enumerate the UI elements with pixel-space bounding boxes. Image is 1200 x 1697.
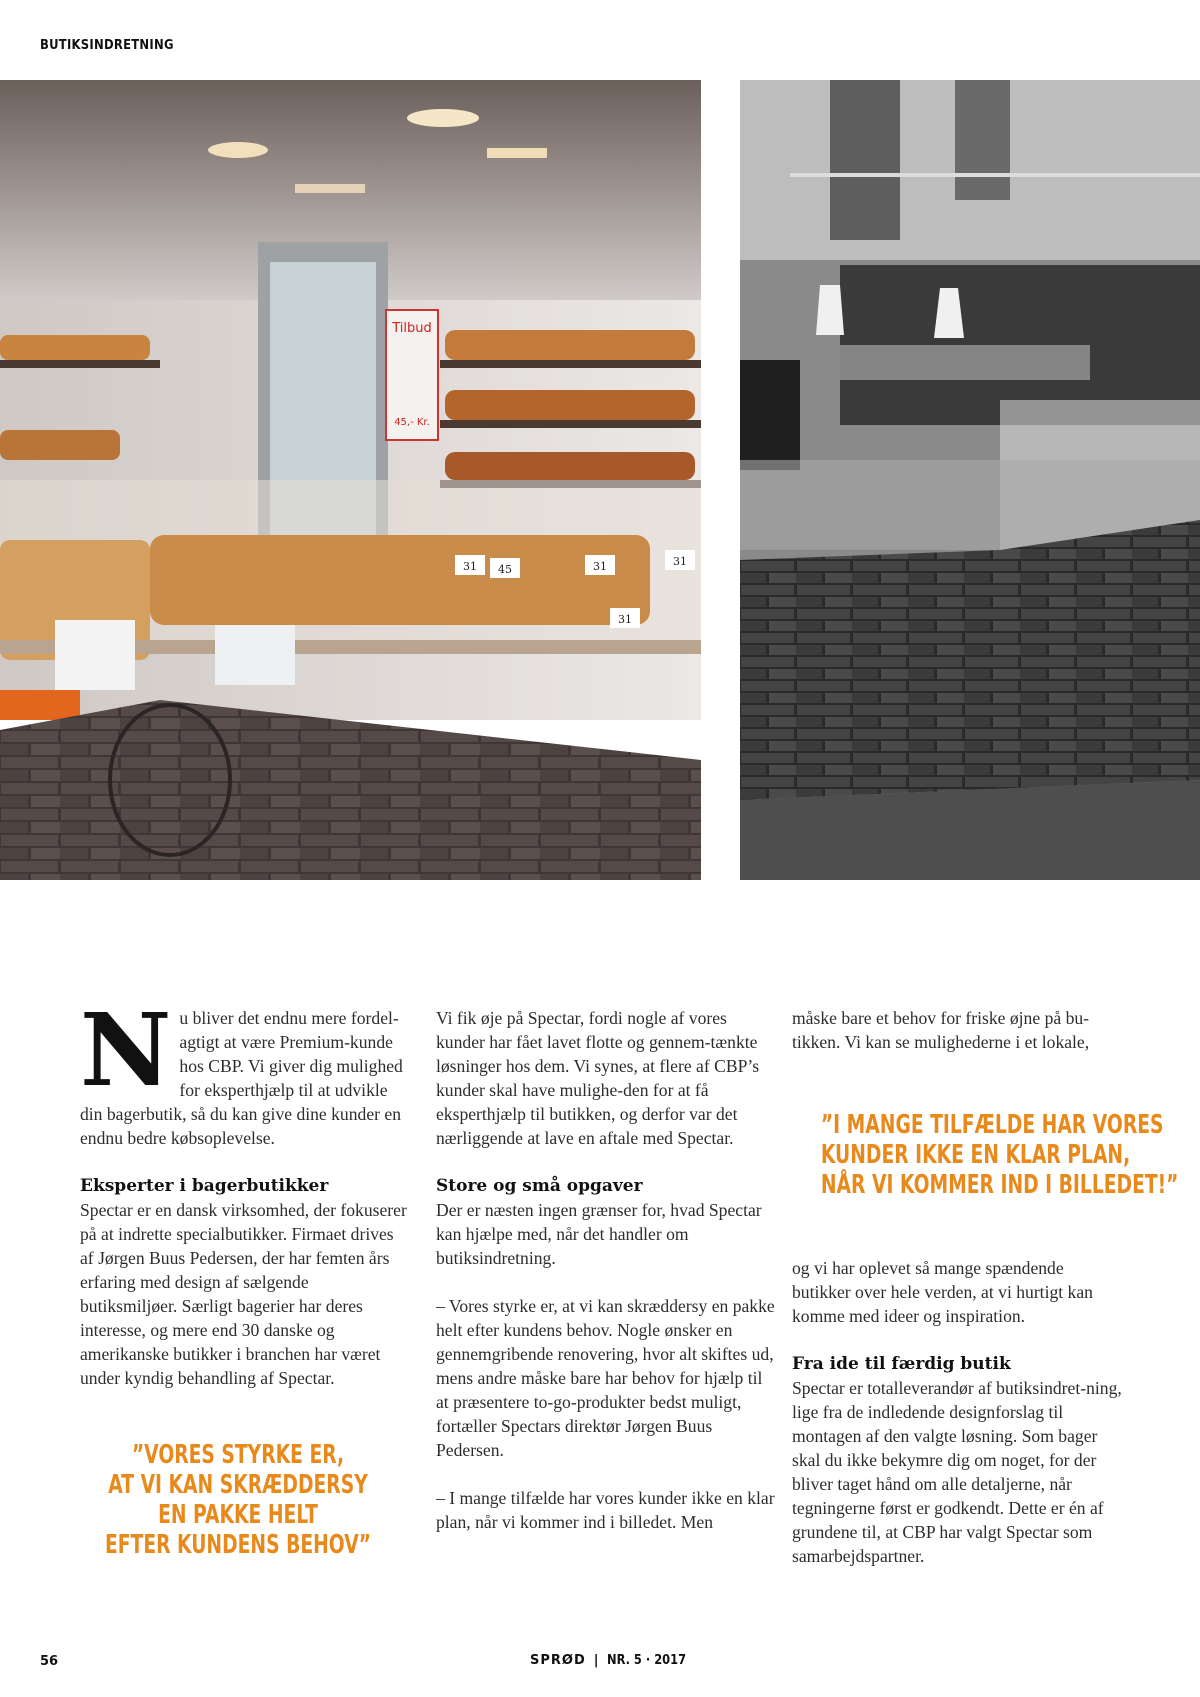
pull-quote-line: NÅR VI KOMMER IND I BILLEDET!”: [820, 1170, 1179, 1200]
paragraph: Der er næsten ingen grænser for, hvad Spectar kan hjælpe med, når det handler om butiksindretning.: [436, 1200, 762, 1268]
bakery-counter-photo: [0, 80, 701, 880]
price-tag: 31: [673, 555, 687, 568]
pull-quote-line: KUNDER IKKE EN KLAR PLAN,: [820, 1140, 1131, 1170]
price-tag: 31: [593, 560, 607, 573]
footer-separator: |: [593, 1653, 599, 1668]
price-tag: 45: [498, 563, 512, 576]
pull-quote-line: AT VI KAN SKRÆDDERSY: [108, 1470, 368, 1500]
article-column-1: [80, 991, 410, 1390]
page-number: 56: [40, 1654, 59, 1669]
subheading-experts: Eksperter i bagerbutikker: [80, 1176, 329, 1196]
magazine-name: SPRØD: [530, 1653, 586, 1668]
subheading-tasks: Store og små opgaver: [436, 1176, 643, 1196]
issue-number: NR. 5 · 2017: [606, 1653, 686, 1668]
paragraph: – Vores styrke er, at vi kan skræddersy en pakke helt efter kundens behov. Nogle ønsker en gennemgribende renovering, hvor alt skiftes ud, mens andre måske bare har behov for hjælp til at præsentere to-go-produkter bedst muligt, fortæller Spectars direktør Jørgen Buus Pedersen.: [436, 1296, 775, 1460]
pull-quote-line: ”I MANGE TILFÆLDE HAR VORES: [820, 1110, 1164, 1140]
price-tag: 31: [618, 613, 632, 626]
pull-quote-line: ”VORES STYRKE ER,: [131, 1440, 345, 1470]
article-column-2: [436, 1006, 776, 1534]
price-tag: 31: [463, 560, 477, 573]
paragraph: og vi har oplevet så mange spændende butikker over hele verden, at vi hurtigt kan komme med ideer og inspiration.: [792, 1258, 1093, 1326]
pull-quote-line: EFTER KUNDENS BEHOV”: [104, 1530, 372, 1560]
paragraph: Vi fik øje på Spectar, fordi nogle af vores kunder har fået lavet flotte og gennem-tænkte løsninger hos dem. Vi synes, at flere af CBP’s kunder skal have mulighe-den for at få eksperthjælp til butikken, og derfor var det nærliggende at lave en aftale med Spectar.: [436, 1008, 760, 1148]
tilbud-sign: Tilbud: [392, 321, 432, 336]
grayscale-bakery-photo: [740, 80, 1200, 880]
section-label: BUTIKSINDRETNING: [40, 37, 174, 53]
pull-quote-line: EN PAKKE HELT: [158, 1500, 318, 1530]
paragraph: Spectar er totalleverandør af butiksindret-ning, lige fra de indledende designforslag til montagen af den valgte løsning. Som bager skal du ikke bekymre dig om noget, for der bliver taget hånd om alle detaljerne, når tegningerne først er godkendt. Dette er én af grundene til, at CBP har valgt Spectar som samarbejdspartner.: [792, 1378, 1122, 1566]
paragraph: Spectar er en dansk virksomhed, der fokuserer på at indrette specialbutikker. Firmaet drives af Jørgen Buus Pedersen, der har femten års erfaring med design af sælgende butiksmiljøer. Særligt bagerier har deres interesse, og mere end 30 danske og amerikanske butikker i branchen har været under kyndig behandling af Spectar.: [80, 1200, 407, 1388]
drop-cap: N: [80, 991, 172, 1109]
article-intro: u bliver det endnu mere fordel-agtigt at være Premium-kunde hos CBP. Vi giver dig mulighed for eksperthjælp til at udvikle din bagerbutik, så du kan give dine kunder en endnu bedre købsoplevelse.: [80, 1008, 403, 1148]
pull-quote-1: [104, 1440, 372, 1560]
pull-quote-2: [820, 1110, 1179, 1200]
paragraph: – I mange tilfælde har vores kunder ikke en klar plan, når vi kommer ind i billedet. Men: [436, 1488, 775, 1532]
paragraph: måske bare et behov for friske øjne på bu-tikken. Vi kan se mulighederne i et lokale,: [792, 1008, 1090, 1052]
article-column-3: [792, 1006, 1179, 1568]
subheading-idea-to-shop: Fra ide til færdig butik: [792, 1354, 1011, 1374]
magazine-footer: [530, 1653, 696, 1668]
tilbud-price: 45,- Kr.: [394, 417, 430, 428]
